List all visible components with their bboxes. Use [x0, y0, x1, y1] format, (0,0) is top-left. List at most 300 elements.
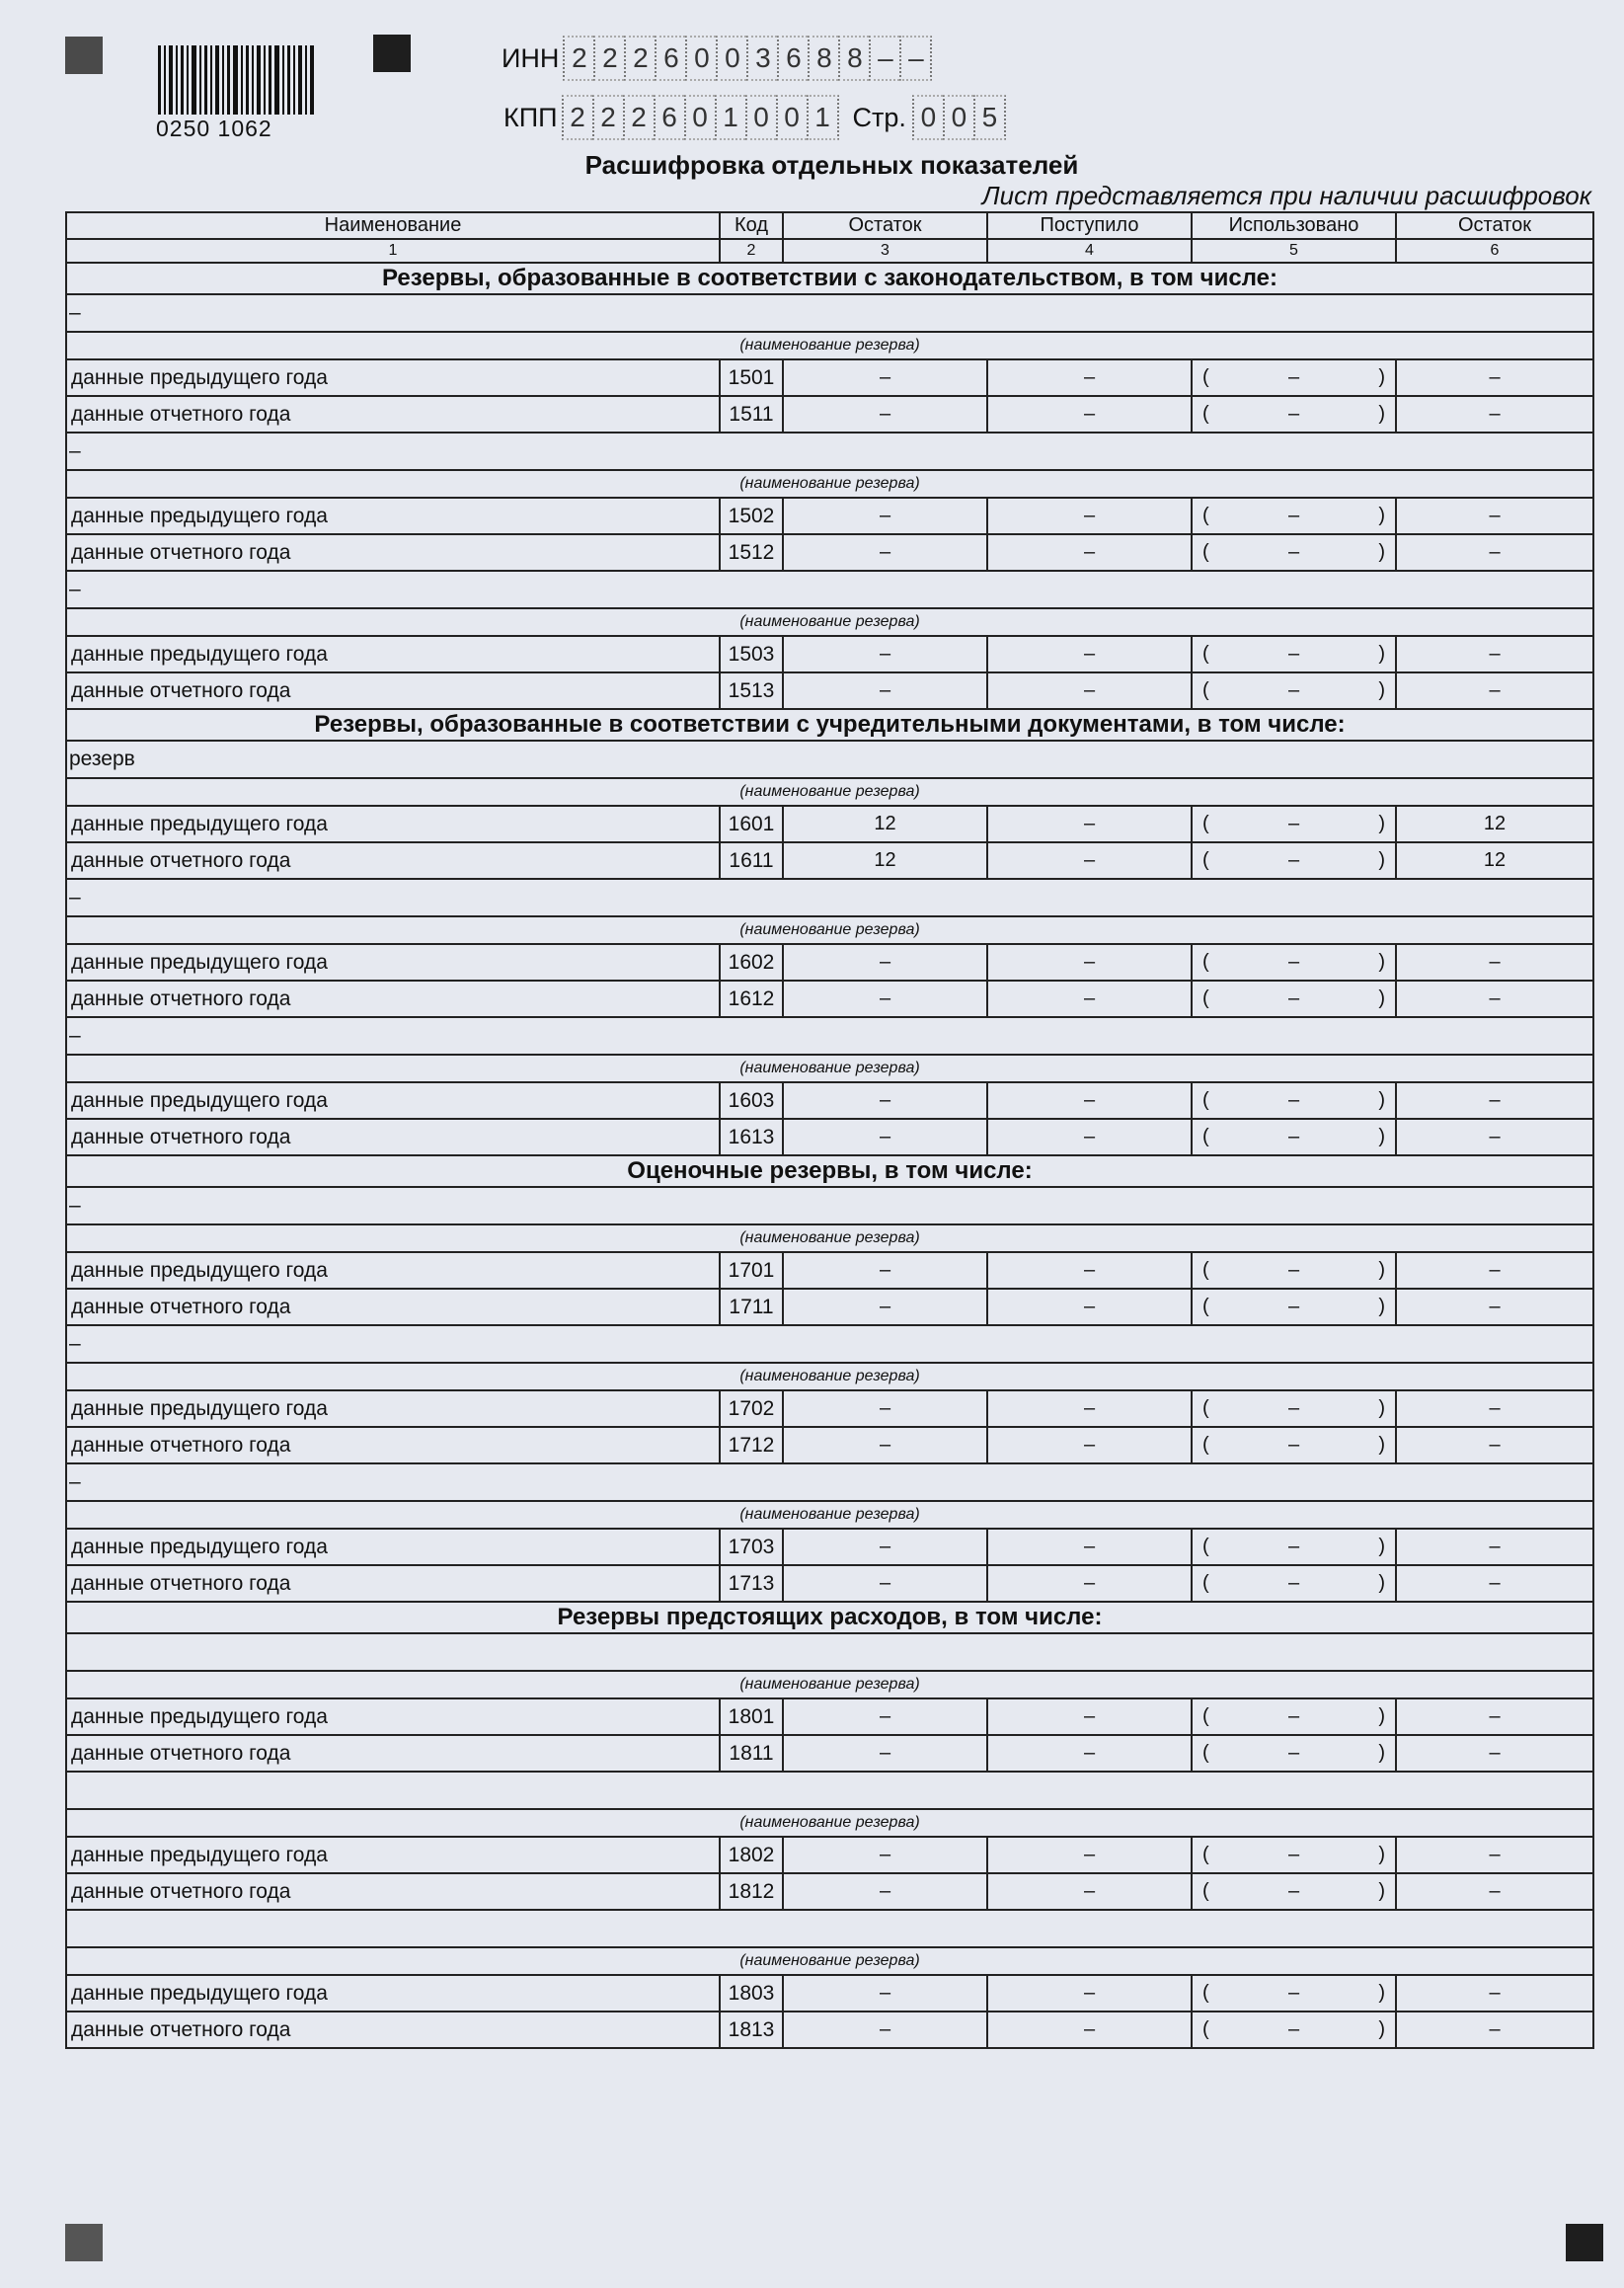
paren-close: ): [1378, 366, 1385, 388]
balance-start-value: –: [783, 636, 987, 672]
row-code: 1612: [720, 981, 783, 1017]
paren-open: (: [1202, 1742, 1209, 1764]
paren-open: (: [1202, 403, 1209, 425]
paren-open: (: [1202, 813, 1209, 834]
section-title: Резервы, образованные в соответствии с законодательством, в том числе:: [66, 263, 1593, 294]
balance-start-value: –: [783, 534, 987, 571]
table-row: [66, 534, 1593, 571]
paren-close: ): [1378, 1397, 1385, 1419]
paren-open: (: [1202, 679, 1209, 701]
balance-end-value: –: [1396, 1252, 1593, 1289]
used-value: –: [1287, 505, 1300, 526]
used-value: –: [1287, 1982, 1300, 2004]
table-row: [66, 672, 1593, 709]
used-value: –: [1287, 403, 1300, 425]
balance-start-value: 12: [783, 842, 987, 879]
reserve-name: [66, 1772, 1593, 1809]
used-value-cell: [1192, 1427, 1396, 1463]
row-code: 1513: [720, 672, 783, 709]
kpp-digit-cell: 6: [654, 95, 684, 140]
balance-start-value: –: [783, 1837, 987, 1873]
paren-open: (: [1202, 541, 1209, 563]
column-number: 2: [720, 239, 783, 263]
row-code: 1511: [720, 396, 783, 433]
used-value-wrapper: [1193, 1536, 1395, 1558]
used-value-wrapper: [1193, 1126, 1395, 1148]
received-value: –: [987, 1837, 1192, 1873]
section-row: [66, 1155, 1593, 1187]
row-label: данные предыдущего года: [66, 1252, 720, 1289]
reserve-caption: (наименование резерва): [66, 916, 1593, 944]
page-digit-cell: 5: [973, 95, 1006, 140]
paren-close: ): [1378, 679, 1385, 701]
row-label: данные отчетного года: [66, 1565, 720, 1602]
kpp-digit-cell: 2: [562, 95, 592, 140]
received-value: –: [987, 359, 1192, 396]
registration-marker-bottom-left: [65, 2224, 103, 2261]
table-row: [66, 1252, 1593, 1289]
paren-close: ): [1378, 849, 1385, 871]
registration-marker-top-left: [65, 37, 103, 74]
reserve-name: [66, 1633, 1593, 1671]
balance-start-value: –: [783, 1289, 987, 1325]
reserve-name: –: [66, 294, 1593, 332]
reserve-name-row: [66, 1772, 1593, 1809]
reserve-caption: (наименование резерва): [66, 608, 1593, 636]
row-code: 1512: [720, 534, 783, 571]
table-row: [66, 1565, 1593, 1602]
received-value: –: [987, 1252, 1192, 1289]
used-value-wrapper: [1193, 1742, 1395, 1765]
row-label: данные отчетного года: [66, 534, 720, 571]
paren-close: ): [1378, 813, 1385, 834]
reserve-caption-row: [66, 1671, 1593, 1698]
balance-start-value: –: [783, 1427, 987, 1463]
reserve-caption-row: [66, 608, 1593, 636]
paren-close: ): [1378, 1742, 1385, 1764]
balance-end-value: –: [1396, 359, 1593, 396]
inn-label: ИНН: [502, 42, 560, 73]
table-row: [66, 1735, 1593, 1772]
table-row: [66, 944, 1593, 981]
balance-start-value: –: [783, 1529, 987, 1565]
used-value: –: [1287, 643, 1300, 665]
balance-end-value: –: [1396, 1565, 1593, 1602]
reserve-caption-row: [66, 1224, 1593, 1252]
balance-start-value: –: [783, 1975, 987, 2012]
paren-close: ): [1378, 1296, 1385, 1317]
row-label: данные предыдущего года: [66, 806, 720, 842]
reserve-name-row: [66, 879, 1593, 916]
reserve-caption: (наименование резерва): [66, 1947, 1593, 1975]
paren-open: (: [1202, 1259, 1209, 1281]
balance-end-value: –: [1396, 981, 1593, 1017]
inn-digit-cell: 8: [838, 36, 869, 81]
paren-open: (: [1202, 951, 1209, 973]
used-value-cell: [1192, 1529, 1396, 1565]
received-value: –: [987, 672, 1192, 709]
used-value-wrapper: [1193, 1982, 1395, 2005]
table-row: [66, 2012, 1593, 2048]
section-title: Резервы предстоящих расходов, в том числе:: [66, 1602, 1593, 1633]
reserve-name: резерв: [66, 741, 1593, 778]
received-value: –: [987, 1873, 1192, 1910]
reserve-caption-row: [66, 916, 1593, 944]
used-value-wrapper: [1193, 849, 1395, 872]
received-value: –: [987, 498, 1192, 534]
table-row: [66, 1873, 1593, 1910]
table-row: [66, 1698, 1593, 1735]
paren-open: (: [1202, 1982, 1209, 2004]
paren-close: ): [1378, 1089, 1385, 1111]
column-header: Наименование: [66, 212, 720, 239]
used-value-wrapper: [1193, 1259, 1395, 1282]
used-value-wrapper: [1193, 1844, 1395, 1866]
reserve-caption-row: [66, 1947, 1593, 1975]
row-label: данные предыдущего года: [66, 359, 720, 396]
reserve-caption-row: [66, 332, 1593, 359]
balance-end-value: –: [1396, 944, 1593, 981]
reserve-caption: (наименование резерва): [66, 1809, 1593, 1837]
page-label: Стр.: [852, 102, 906, 132]
row-code: 1813: [720, 2012, 783, 2048]
column-number: 3: [783, 239, 987, 263]
row-label: данные предыдущего года: [66, 636, 720, 672]
used-value: –: [1287, 2018, 1300, 2040]
row-code: 1803: [720, 1975, 783, 2012]
balance-end-value: –: [1396, 1427, 1593, 1463]
page-number-cells: [912, 95, 1006, 140]
paren-close: ): [1378, 987, 1385, 1009]
used-value-wrapper: [1193, 2018, 1395, 2041]
paren-close: ): [1378, 1880, 1385, 1902]
paren-close: ): [1378, 951, 1385, 973]
row-code: 1603: [720, 1082, 783, 1119]
reserve-caption-row: [66, 1501, 1593, 1529]
used-value: –: [1287, 813, 1300, 834]
barcode: [156, 45, 318, 142]
received-value: –: [987, 806, 1192, 842]
used-value: –: [1287, 1844, 1300, 1865]
received-value: –: [987, 1390, 1192, 1427]
used-value: –: [1287, 1705, 1300, 1727]
balance-start-value: –: [783, 1735, 987, 1772]
balance-start-value: –: [783, 1565, 987, 1602]
paren-open: (: [1202, 1296, 1209, 1317]
used-value: –: [1287, 366, 1300, 388]
reserve-caption-row: [66, 1363, 1593, 1390]
used-value-wrapper: [1193, 1434, 1395, 1457]
used-value-cell: [1192, 1252, 1396, 1289]
balance-end-value: –: [1396, 1975, 1593, 2012]
received-value: –: [987, 842, 1192, 879]
reserve-caption: (наименование резерва): [66, 1055, 1593, 1082]
row-label: данные отчетного года: [66, 981, 720, 1017]
paren-open: (: [1202, 1705, 1209, 1727]
reserve-name: –: [66, 1463, 1593, 1501]
section-title: Оценочные резервы, в том числе:: [66, 1155, 1593, 1187]
table-row: [66, 1390, 1593, 1427]
table-row: [66, 498, 1593, 534]
used-value-wrapper: [1193, 679, 1395, 702]
inn-digit-cell: 6: [777, 36, 808, 81]
section-row: [66, 709, 1593, 741]
balance-end-value: –: [1396, 1698, 1593, 1735]
reserve-name-row: [66, 1187, 1593, 1224]
balance-end-value: –: [1396, 1529, 1593, 1565]
used-value-cell: [1192, 2012, 1396, 2048]
received-value: –: [987, 1698, 1192, 1735]
row-code: 1611: [720, 842, 783, 879]
balance-end-value: –: [1396, 396, 1593, 433]
row-code: 1802: [720, 1837, 783, 1873]
balance-start-value: –: [783, 944, 987, 981]
used-value-wrapper: [1193, 403, 1395, 426]
used-value-cell: [1192, 534, 1396, 571]
used-value-wrapper: [1193, 643, 1395, 666]
reserve-name-row: [66, 433, 1593, 470]
kpp-digit-cell: 0: [745, 95, 776, 140]
paren-open: (: [1202, 1572, 1209, 1594]
reserve-caption: (наименование резерва): [66, 1224, 1593, 1252]
used-value-cell: [1192, 944, 1396, 981]
used-value: –: [1287, 849, 1300, 871]
column-header: Код: [720, 212, 783, 239]
balance-start-value: –: [783, 1390, 987, 1427]
inn-digit-cell: 0: [685, 36, 716, 81]
reserve-caption-row: [66, 470, 1593, 498]
used-value-wrapper: [1193, 366, 1395, 389]
table-row: [66, 1119, 1593, 1155]
table-row: [66, 1975, 1593, 2012]
reserve-caption: (наименование резерва): [66, 778, 1593, 806]
kpp-digit-cell: 0: [776, 95, 807, 140]
reserve-name: –: [66, 1187, 1593, 1224]
table-row: [66, 1427, 1593, 1463]
used-value: –: [1287, 951, 1300, 973]
used-value-wrapper: [1193, 1397, 1395, 1420]
used-value: –: [1287, 1259, 1300, 1281]
used-value: –: [1287, 1536, 1300, 1557]
row-label: данные предыдущего года: [66, 1698, 720, 1735]
reserve-caption: (наименование резерва): [66, 1501, 1593, 1529]
received-value: –: [987, 1119, 1192, 1155]
row-code: 1811: [720, 1735, 783, 1772]
kpp-label: КПП: [503, 102, 558, 132]
row-label: данные отчетного года: [66, 1735, 720, 1772]
received-value: –: [987, 1427, 1192, 1463]
balance-end-value: 12: [1396, 842, 1593, 879]
row-label: данные отчетного года: [66, 2012, 720, 2048]
row-code: 1601: [720, 806, 783, 842]
used-value-wrapper: [1193, 813, 1395, 835]
section-row: [66, 263, 1593, 294]
balance-start-value: –: [783, 1698, 987, 1735]
row-code: 1713: [720, 1565, 783, 1602]
column-number: 5: [1192, 239, 1396, 263]
row-label: данные предыдущего года: [66, 498, 720, 534]
kpp-digit-cell: 2: [623, 95, 654, 140]
row-label: данные предыдущего года: [66, 1390, 720, 1427]
used-value-cell: [1192, 359, 1396, 396]
row-label: данные предыдущего года: [66, 1975, 720, 2012]
paren-open: (: [1202, 366, 1209, 388]
page-digit-cell: 0: [943, 95, 973, 140]
row-code: 1701: [720, 1252, 783, 1289]
used-value: –: [1287, 1880, 1300, 1902]
paren-close: ): [1378, 2018, 1385, 2040]
column-number: 1: [66, 239, 720, 263]
registration-marker-top-right: [373, 35, 411, 72]
inn-digit-cell: 3: [746, 36, 777, 81]
balance-end-value: –: [1396, 1390, 1593, 1427]
column-header: Поступило: [987, 212, 1192, 239]
row-code: 1712: [720, 1427, 783, 1463]
row-code: 1711: [720, 1289, 783, 1325]
reserve-name-row: [66, 571, 1593, 608]
paren-open: (: [1202, 1536, 1209, 1557]
used-value-wrapper: [1193, 1880, 1395, 1903]
inn-digit-cell: –: [869, 36, 899, 81]
paren-close: ): [1378, 1844, 1385, 1865]
table-row: [66, 1529, 1593, 1565]
document-title: Расшифровка отдельных показателей: [584, 150, 1079, 180]
row-code: 1502: [720, 498, 783, 534]
balance-start-value: –: [783, 359, 987, 396]
paren-close: ): [1378, 1705, 1385, 1727]
row-code: 1503: [720, 636, 783, 672]
used-value-wrapper: [1193, 1572, 1395, 1595]
paren-open: (: [1202, 849, 1209, 871]
paren-open: (: [1202, 505, 1209, 526]
paren-close: ): [1378, 1536, 1385, 1557]
balance-start-value: –: [783, 396, 987, 433]
column-number: 6: [1396, 239, 1593, 263]
used-value: –: [1287, 679, 1300, 701]
row-label: данные отчетного года: [66, 1289, 720, 1325]
balance-end-value: –: [1396, 1837, 1593, 1873]
used-value-wrapper: [1193, 1296, 1395, 1318]
column-header: Остаток: [783, 212, 987, 239]
document-subtitle: Лист представляется при наличии расшифровок: [981, 181, 1591, 210]
row-code: 1702: [720, 1390, 783, 1427]
row-code: 1602: [720, 944, 783, 981]
section-row: [66, 1602, 1593, 1633]
page-digit-cell: 0: [912, 95, 943, 140]
balance-end-value: –: [1396, 672, 1593, 709]
column-number-row: [66, 239, 1593, 263]
used-value-wrapper: [1193, 541, 1395, 564]
received-value: –: [987, 1289, 1192, 1325]
table-row: [66, 981, 1593, 1017]
paren-open: (: [1202, 1434, 1209, 1456]
balance-start-value: –: [783, 2012, 987, 2048]
used-value: –: [1287, 1089, 1300, 1111]
reserve-name-row: [66, 1463, 1593, 1501]
received-value: –: [987, 1975, 1192, 2012]
inn-digit-cell: 6: [655, 36, 685, 81]
reserve-name: –: [66, 879, 1593, 916]
row-label: данные отчетного года: [66, 842, 720, 879]
table-row: [66, 396, 1593, 433]
row-label: данные предыдущего года: [66, 1837, 720, 1873]
balance-end-value: –: [1396, 1119, 1593, 1155]
used-value: –: [1287, 1397, 1300, 1419]
row-code: 1801: [720, 1698, 783, 1735]
reserve-name: –: [66, 1325, 1593, 1363]
column-number: 4: [987, 239, 1192, 263]
row-code: 1703: [720, 1529, 783, 1565]
row-code: 1812: [720, 1873, 783, 1910]
kpp-digit-cell: 1: [715, 95, 745, 140]
balance-end-value: –: [1396, 1873, 1593, 1910]
column-header: Остаток: [1396, 212, 1593, 239]
kpp-digit-cell: 2: [592, 95, 623, 140]
reserve-name: [66, 1910, 1593, 1947]
balance-start-value: –: [783, 1082, 987, 1119]
reserve-caption: (наименование резерва): [66, 1363, 1593, 1390]
balance-start-value: –: [783, 498, 987, 534]
used-value-cell: [1192, 1873, 1396, 1910]
used-value-cell: [1192, 1289, 1396, 1325]
used-value: –: [1287, 541, 1300, 563]
used-value-cell: [1192, 636, 1396, 672]
table-row: [66, 1082, 1593, 1119]
table-row: [66, 636, 1593, 672]
used-value-wrapper: [1193, 987, 1395, 1010]
balance-end-value: –: [1396, 534, 1593, 571]
row-label: данные предыдущего года: [66, 944, 720, 981]
paren-close: ): [1378, 505, 1385, 526]
reserve-name-row: [66, 1633, 1593, 1671]
paren-close: ): [1378, 1259, 1385, 1281]
used-value-cell: [1192, 1698, 1396, 1735]
paren-close: ): [1378, 1434, 1385, 1456]
inn-digit-cell: 2: [563, 36, 593, 81]
inn-digit-cell: 2: [624, 36, 655, 81]
used-value-cell: [1192, 672, 1396, 709]
used-value-wrapper: [1193, 1705, 1395, 1728]
reserve-caption: (наименование резерва): [66, 332, 1593, 359]
paren-close: ): [1378, 1982, 1385, 2004]
paren-open: (: [1202, 1880, 1209, 1902]
used-value-cell: [1192, 1975, 1396, 2012]
reserve-name: –: [66, 571, 1593, 608]
used-value-cell: [1192, 842, 1396, 879]
balance-end-value: –: [1396, 2012, 1593, 2048]
reserve-name-row: [66, 294, 1593, 332]
reserve-name: –: [66, 1017, 1593, 1055]
row-label: данные отчетного года: [66, 1427, 720, 1463]
paren-close: ): [1378, 541, 1385, 563]
table-row: [66, 806, 1593, 842]
inn-digit-cell: 0: [716, 36, 746, 81]
kpp-row: [503, 95, 1006, 140]
section-title: Резервы, образованные в соответствии с учредительными документами, в том числе:: [66, 709, 1593, 741]
balance-start-value: –: [783, 981, 987, 1017]
paren-open: (: [1202, 987, 1209, 1009]
used-value-cell: [1192, 1735, 1396, 1772]
inn-digit-cell: 2: [593, 36, 624, 81]
row-label: данные предыдущего года: [66, 1529, 720, 1565]
balance-end-value: –: [1396, 1082, 1593, 1119]
received-value: –: [987, 1082, 1192, 1119]
column-header: Использовано: [1192, 212, 1396, 239]
received-value: –: [987, 2012, 1192, 2048]
used-value: –: [1287, 1742, 1300, 1764]
received-value: –: [987, 534, 1192, 571]
reserve-name-row: [66, 1017, 1593, 1055]
